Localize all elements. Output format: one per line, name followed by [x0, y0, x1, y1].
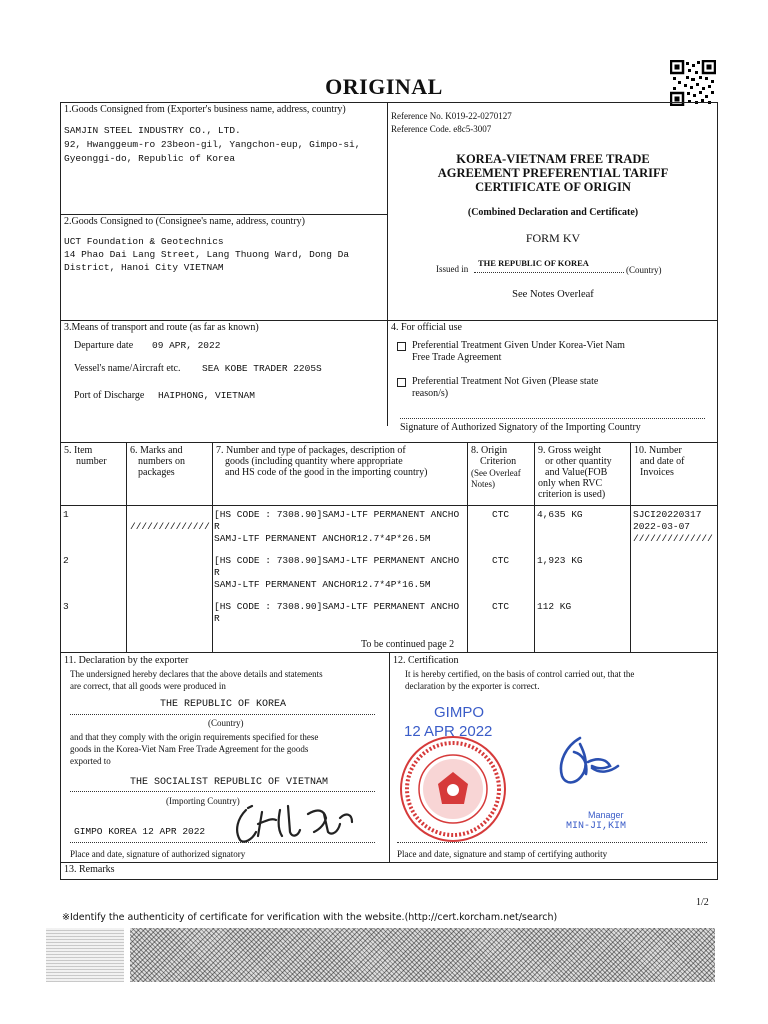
- reference-number: Reference No. K019-22-0270127: [391, 111, 512, 121]
- box2-label: 2.Goods Consigned to (Consignee's name, address, country): [64, 216, 305, 227]
- item-marks: //////////////: [130, 521, 210, 532]
- manager-name: MIN-JI,KIM: [566, 821, 627, 832]
- item-weight: 1,923 KG: [537, 555, 583, 566]
- invoice-marks: //////////////: [633, 533, 713, 544]
- cert-footer: Place and date, signature and stamp of certifying authority: [397, 849, 608, 859]
- col8-header: (See Overleaf: [471, 468, 521, 478]
- box11-label: 11. Declaration by the exporter: [64, 655, 189, 666]
- qr-code-icon: [670, 60, 716, 106]
- reference-code: Reference Code. e8c5-3007: [391, 124, 492, 134]
- consignee-name: UCT Foundation & Geotechnics: [64, 236, 224, 247]
- item-weight: 112 KG: [537, 601, 572, 612]
- col9-header: criterion is used): [538, 489, 606, 500]
- option-not-given-line1: Preferential Treatment Not Given (Please state: [412, 376, 599, 387]
- divider: [212, 442, 213, 652]
- security-barcode-icon: [130, 928, 715, 982]
- departure-value: 09 APR, 2022: [152, 340, 221, 351]
- box1-label: 1.Goods Consigned from (Exporter's business name, address, country): [64, 104, 346, 115]
- col10-header: 10. Number: [634, 445, 682, 456]
- col9-header: or other quantity: [545, 456, 612, 467]
- col10-header: Invoices: [640, 467, 674, 478]
- exporter-footer: Place and date, signature of authorized signatory: [70, 849, 246, 859]
- divider: [534, 442, 535, 652]
- heading-line-3: CERTIFICATE OF ORIGIN: [475, 180, 631, 194]
- divider: [60, 442, 718, 443]
- option-given-line1: Preferential Treatment Given Under Korea-Viet Nam: [412, 340, 625, 351]
- exporter-address-2: Gyeonggi-do, Republic of Korea: [64, 153, 236, 164]
- consignee-address-2: District, Hanoi City VIETNAM: [64, 262, 224, 273]
- declaration-line3: and that they comply with the origin requirements specified for these: [70, 732, 319, 742]
- divider: [387, 102, 388, 426]
- checkbox-preferential-not-given[interactable]: [397, 378, 406, 387]
- divider: [630, 442, 631, 652]
- exporter-address-1: 92, Hwanggeum-ro 23beon-gil, Yangchon-eup, Gimpo-si,: [64, 139, 361, 150]
- exporter-name: SAMJIN STEEL INDUSTRY CO., LTD.: [64, 125, 241, 136]
- item-number: 2: [63, 555, 69, 566]
- col7-header: goods (including quantity where appropriate: [225, 456, 403, 467]
- declaration-line2: are correct, that all goods were produced in: [70, 681, 226, 691]
- col8-header: 8. Origin: [471, 445, 508, 456]
- vessel-label: Vessel's name/Aircraft etc.: [74, 363, 181, 374]
- divider: [60, 320, 718, 321]
- consignee-address-1: 14 Phao Dai Lang Street, Lang Thuong Ward, Dong Da: [64, 249, 350, 260]
- item-criterion: CTC: [492, 555, 510, 566]
- exporter-place-date: GIMPO KOREA 12 APR 2022: [74, 826, 206, 837]
- box12-label: 12. Certification: [393, 655, 459, 666]
- item-description: SAMJ-LTF PERMANENT ANCHOR12.7*4P*16.5M: [214, 579, 431, 590]
- item-number: 3: [63, 601, 69, 612]
- continued-note: To be continued page 2: [361, 639, 455, 650]
- divider: [126, 442, 127, 652]
- option-given-line2: Free Trade Agreement: [412, 352, 502, 363]
- item-description: [HS CODE : 7308.90]SAMJ-LTF PERMANENT ANCHO: [214, 509, 460, 520]
- item-description: [HS CODE : 7308.90]SAMJ-LTF PERMANENT ANCHO: [214, 555, 460, 566]
- exporter-signature-icon: [228, 796, 368, 846]
- certifier-signature-icon: [552, 732, 622, 792]
- item-criterion: CTC: [492, 601, 510, 612]
- col5-header: number: [76, 456, 107, 467]
- divider: [60, 505, 718, 506]
- vessel-value: SEA KOBE TRADER 2205S: [202, 363, 322, 374]
- form-kv: FORM KV: [525, 231, 581, 245]
- issued-dots: [474, 272, 624, 273]
- item-description: [HS CODE : 7308.90]SAMJ-LTF PERMANENT ANCHO: [214, 601, 460, 612]
- manager-title: Manager: [588, 810, 624, 820]
- document-title: ORIGINAL: [325, 74, 443, 99]
- col6-header: numbers on: [138, 456, 185, 467]
- certification-line1: It is hereby certified, on the basis of control carried out, that the: [405, 669, 635, 679]
- declaration-line4: goods in the Korea-Viet Nam Free Trade Agreement for the goods: [70, 744, 309, 754]
- page-number: 1/2: [696, 897, 709, 908]
- item-description: R: [214, 567, 220, 578]
- issued-country-label: (Country): [626, 265, 662, 275]
- issued-country: THE REPUBLIC OF KOREA: [478, 258, 589, 268]
- item-description: R: [214, 613, 220, 624]
- item-description: R: [214, 521, 220, 532]
- importing-signatory-label: Signature of Authorized Signatory of the Importing Country: [400, 422, 641, 433]
- issued-in-label: Issued in: [436, 264, 469, 274]
- col7-header: and HS code of the good in the importing country): [225, 467, 428, 478]
- col6-header: 6. Marks and: [130, 445, 183, 456]
- box3-label: 3.Means of transport and route (as far as known): [64, 322, 259, 333]
- korcham-logo-icon: [46, 928, 124, 982]
- certification-line2: declaration by the exporter is correct.: [405, 681, 540, 691]
- item-description: SAMJ-LTF PERMANENT ANCHOR12.7*4P*26.5M: [214, 533, 431, 544]
- invoice-date: 2022-03-07: [633, 521, 691, 532]
- col8-header: Criterion: [480, 456, 517, 467]
- departure-label: Departure date: [74, 340, 134, 351]
- cert-city: GIMPO: [434, 704, 485, 721]
- divider: [467, 442, 468, 652]
- option-not-given-line2: reason/s): [412, 388, 449, 399]
- port-value: HAIPHONG, VIETNAM: [158, 390, 255, 401]
- produced-country: THE REPUBLIC OF KOREA: [160, 699, 287, 710]
- box13-label: 13. Remarks: [64, 864, 115, 875]
- invoice-number: SJCI20220317: [633, 509, 702, 520]
- country-label: (Country): [208, 718, 244, 728]
- col8-header: Notes): [471, 479, 495, 489]
- declaration-line1: The undersigned hereby declares that the above details and statements: [70, 669, 323, 679]
- heading-line-2: AGREEMENT PREFERENTIAL TARIFF: [437, 166, 669, 180]
- col5-header: 5. Item: [64, 445, 93, 456]
- col9-header: 9. Gross weight: [538, 445, 602, 456]
- divider: [60, 862, 718, 863]
- divider: [389, 652, 390, 862]
- col6-header: packages: [138, 467, 175, 478]
- divider: [60, 214, 387, 215]
- col9-header: only when RVC: [538, 478, 603, 489]
- declaration-line5: exported to: [70, 756, 111, 766]
- item-number: 1: [63, 509, 69, 520]
- cert-date: 12 APR 2022: [404, 723, 493, 740]
- checkbox-preferential-given[interactable]: [397, 342, 406, 351]
- verify-note: ※Identify the authenticity of certificate for verification with the website.(http://cert.korcham.net/search): [62, 912, 558, 923]
- col7-header: 7. Number and type of packages, description of: [216, 445, 406, 456]
- col9-header: and Value(FOB: [545, 467, 608, 478]
- item-criterion: CTC: [492, 509, 510, 520]
- box4-label: 4. For official use: [391, 322, 462, 333]
- port-label: Port of Discharge: [74, 390, 145, 401]
- chamber-seal-icon: [398, 734, 508, 844]
- item-weight: 4,635 KG: [537, 509, 583, 520]
- see-notes: See Notes Overleaf: [512, 289, 594, 300]
- importing-dots: [70, 791, 375, 792]
- combined-declaration: (Combined Declaration and Certificate): [467, 207, 639, 218]
- heading-line-1: KOREA-VIETNAM FREE TRADE: [456, 152, 650, 166]
- importing-country-label: (Importing Country): [166, 796, 240, 806]
- col10-header: and date of: [640, 456, 685, 467]
- cert-dots: [397, 842, 707, 843]
- signature-dots: [400, 418, 705, 419]
- importing-country: THE SOCIALIST REPUBLIC OF VIETNAM: [130, 777, 329, 788]
- country-dots: [70, 714, 375, 715]
